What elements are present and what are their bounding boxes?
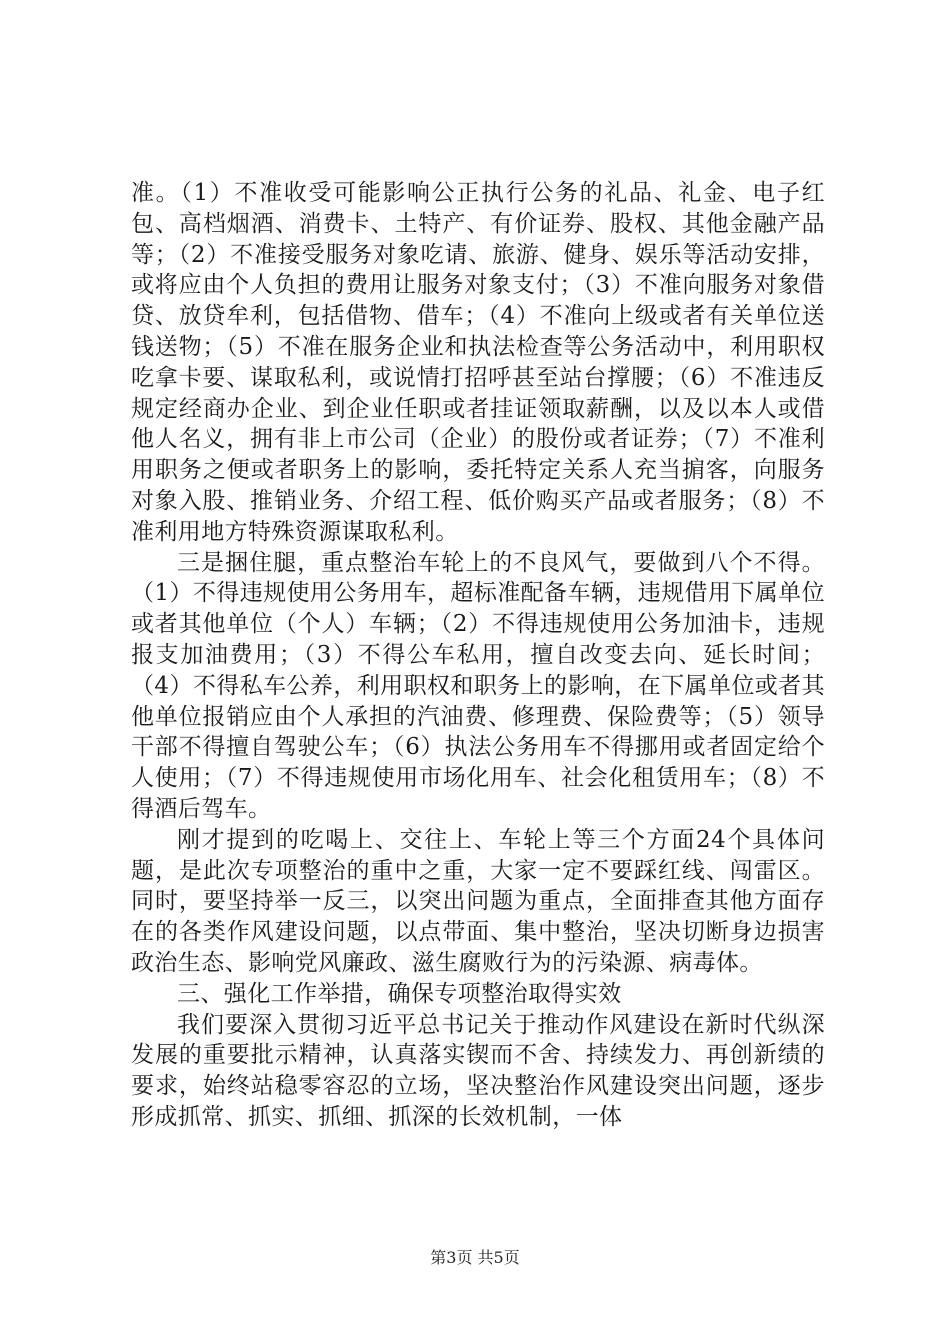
paragraph-vehicle-rules: 三是捆住腿，重点整治车轮上的不良风气，要做到八个不得。（1）不得违规使用公务用车，超标准配备车辆，违规借用下属单位或者其他单位（个人）车辆；（2）不得违规使用公务加油卡，违规报支加油费用；（3）不得公车私用，擅自改变去向、延长时间；（4）不得私车公养，利用职权和职务上的影响，在下属单位或者其他单位报销应由个人承担的汽油费、修理费、保险费等；（5）领导干部不得擅自驾驶公车；（6）执法公务用车不得挪用或者固定给个人使用；（7）不得违规使用市场化用车、社会化租赁用车；（8）不得酒后驾车。 xyxy=(131,549,825,822)
section-heading: 三、强化工作举措，确保专项整治取得实效 xyxy=(177,980,622,1007)
paragraph-key-issues: 刚才提到的吃喝上、交往上、车轮上等三个方面24个具体问题，是此次专项整治的重中之重，大家一定不要踩红线、闯雷区。同时，要坚持举一反三，以突出问题为重点，全面排查其他方面存在的各类作风建设问题，以点带面、集中整治，坚决切断身边损害政治生态、影响党风廉政、滋生腐败行为的污染源、病毒体。 xyxy=(131,826,825,976)
page-number-footer: 第3页 共5页 xyxy=(430,1248,520,1267)
document-body xyxy=(131,178,825,1133)
paragraph-measures: 我们要深入贯彻习近平总书记关于推动作风建设在新时代纵深发展的重要批示精神，认真落实锲而不舍、持续发力、再创新绩的要求，始终站稳零容忍的立场，坚决整治作风建设突出问题，逐步形成抓常、抓实、抓细、抓深的长效机制，一体 xyxy=(131,1011,825,1130)
paragraph-continuation: 准。（1）不准收受可能影响公正执行公务的礼品、礼金、电子红包、高档烟酒、消费卡、土特产、有价证券、股权、其他金融产品等；（2）不准接受服务对象吃请、旅游、健身、娱乐等活动安排，或将应由个人负担的费用让服务对象支付；（3）不准向服务对象借贷、放贷牟利，包括借物、借车；（4）不准向上级或者有关单位送钱送物；（5）不准在服务企业和执法检查等公务活动中，利用职权吃拿卡要、谋取私利，或说情打招呼甚至站台撑腰；（6）不准违反规定经商办企业、到企业任职或者挂证领取薪酬，以及以本人或借他人名义，拥有非上市公司（企业）的股份或者证券；（7）不准利用职务之便或者职务上的影响，委托特定关系人充当掮客，向服务对象入股、推销业务、介绍工程、低价购买产品或者服务；（8）不准利用地方特殊资源谋取私利。 xyxy=(131,180,825,545)
